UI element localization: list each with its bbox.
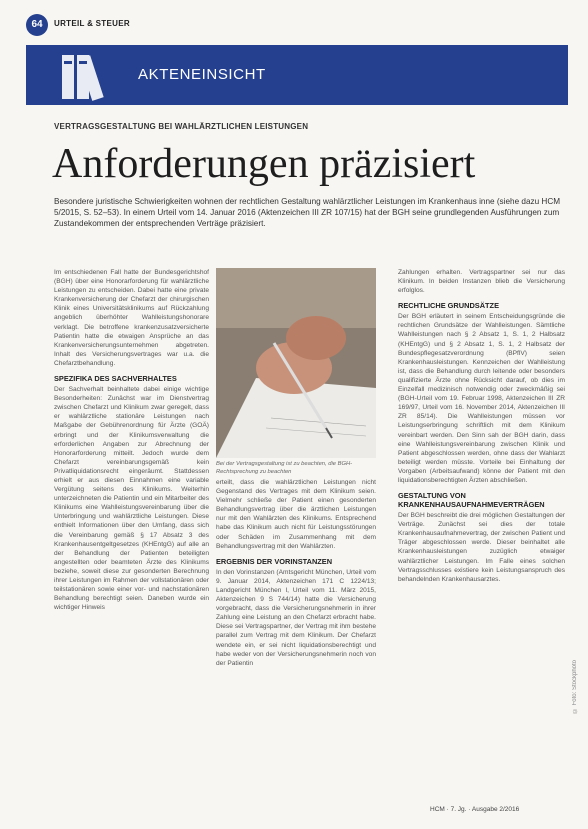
article-column-3: [398, 268, 565, 816]
banner-title: AKTENEINSICHT: [138, 66, 266, 83]
page-number: 64: [26, 14, 48, 36]
paragraph: erteilt, dass die wahlärztlichen Leistungen nicht Gegenstand des Vertrages mit dem Klinikum seien. Vielmehr schließe der Patient einen gesonderten Behandlungsvertrag über die ärztlichen Leistungen nur mit den Wahlärzten des Klinikums. Entsprechend habe das Klinikum auch nicht für Leistungsstörungen oder Schäden im Zusammenhang mit dem Behandlungsvertrag mit den Wahlärzten.: [216, 479, 376, 550]
paragraph: Der BGH erläutert in seinem Entscheidungsgründe die rechtlichen Grundsätze der Wahlleistungen. Sämtliche Wahlleistungen nach § 2 Absatz 1, S. 1, 2 Halbsatz (KHEntgG) und § 2 Absatz 1, S. 1, 2 Halbsatz der Bundespflegesatzverordnung (BPflV) seien Krankenhausleistungen. Kennzeichen der Wahlleistung ist, dass die Behandlung durch leitende oder besonders qualifizierte Ärzte ohne Rücksicht darauf, ob dies im Einzelfall medizinisch notwendig oder zweckmäßig sei (BGH-Urteil vom 19. Februar 1998, Aktenzeichen III ZR 169/97, Urteil vom 16. November 2014, Aktenzeichen III ZR 85/14). Die Wahlleistungen müssen vor Leistungserbringung schriftlich mit dem Klinikum vereinbart werden. Den Sinn sah der BGH darin, dass eine Wahlleistungsvereinbarung zwischen Klinik und Patient abgeschlossen werden, ohne dass der Wahlarzt beteiligt werden müsste. Vorteile bei Einhaltung der Vorgaben (Arbeitsaufwand) könne der Patient mit den liquidationsberechtigten Ärzten abschließen.: [398, 313, 565, 484]
article-column-1: [54, 268, 209, 816]
article-column-2: [216, 478, 376, 816]
article-kicker: VERTRAGSGESTALTUNG BEI WAHLÄRZTLICHEN LEISTUNGEN: [54, 122, 309, 131]
photo-caption: Bei der Vertragsgestaltung ist zu beachten, die BGH-Rechtsprechung zu beachten: [216, 461, 353, 475]
section-banner: [26, 45, 568, 105]
subheading: SPEZIFIKA DES SACHVERHALTES: [54, 374, 177, 384]
paragraph: Der Sachverhalt beinhaltete dabei einige wichtige Besonderheiten: Zunächst war im Dienstvertrag zwischen Chefarzt und Klinikum zwar geregelt, dass er wahlärztliche stationäre Leistungen nach Maßgabe der Gebührenordnung für Ärzte (GOÄ) erbringt und der Klinikumsverwaltung die erforderlichen Angaben zur Abrechnung der Honorarforderung mitteilt. Jedoch wurde dem Chefarzt vereinbarungsgemäß kein Privatliquidationsrecht eingeräumt. Stattdessen erhielt er aus diesen Einnahmen eine variable Vergütung seitens des Klinikums. Weiterhin unterzeichneten die Patientin und ein Mitarbeiter des Klinikums eine Wahlleistungsvereinbarung über die Unterbringung und wahlärztliche Leistungen. Diese enthielt Informationen über den Umfang, dass sich die Vereinbarung gemäß § 17 Absatz 3 des Krankenhausentgeltgesetzes (KHEntgG) auf alle an der Behandlung der Patienten beteiligten angestellten oder beamteten Ärzte des Klinikums beziehe, soweit diese zur gesonderten Berechnung ihrer Leistungen im Rahmen der vollstationären oder teilstationären sowie einer vor- und nachstationären Behandlung berechtigt seien. Daneben wurde ein wichtiger Hinweis: [54, 386, 209, 612]
article-headline: Anforderungen präzisiert: [52, 141, 476, 187]
subheading: ERGEBNIS DER VORINSTANZEN: [216, 556, 333, 566]
paragraph: Der BGH beschreibt die drei möglichen Gestaltungen der Verträge. Zunächst sei dies der totale Krankenhausaufnahmevertrag, der zwischen Patient und Träger abgeschlossen werde. Dieser beinhaltet alle Krankenhausleistungen zuzüglich etwaiger wahlärztlicher Leistungen. Im Falle eines solchen Vertragsschlusses existiere kein Leistungsanspruch des behandelnden Krankenhausarztes.: [398, 512, 565, 583]
paragraph: In den Vorinstanzen (Amtsgericht München, Urteil vom 9. Januar 2014, Aktenzeichen 171 C 1224/13; Landgericht München I, Urteil vom 11. März 2015, Aktenzeichen 9 S 744/14) hatte die Versicherung vorgebracht, dass die Versicherungsnehmerin in ihrer Zahlung eine Leistung an den Chefarzt erbracht habe. Diese sei Vertragspartner, der Vertrag mit ihm bestehe parallel zum Vertrag mit dem Klinikum. Der Chefarzt wendete ein, er sei nicht liquidationsberechtigt und habe weder von der Versicherungsnehmerin noch von der Patientin: [216, 568, 376, 667]
subheading: GESTALTUNG VON KRANKENHAUSAUFNAHMEVERTRÄGEN: [398, 491, 545, 510]
paragraph: Zahlungen erhalten. Vertragspartner sei nur das Klinikum. In beiden Instanzen blieb die Versicherung erfolglos.: [398, 269, 565, 295]
article-photo: [216, 268, 376, 458]
paragraph: Im entschiedenen Fall hatte der Bundesgerichtshof (BGH) über eine Honorarforderung für wahlärztliche Leistungen zu entscheiden. Dabei hatte eine private Krankenversicherung der Chefarzt der chirurgischen Klinik eines Universitätsklinikums auf Rückzahlung angeblich überhöhter Wahlleistungshonorare verklagt. Die betroffene krankenzusatzversicherte Patientin hatte die etwaigen Ansprüche an das Krankenversicherungsunternehmen abgetreten. Inhalt des Versicherungsvertrages war u.a. die Chefarztbehandlung.: [54, 269, 209, 367]
subheading: RECHTLICHE GRUNDSÄTZE: [398, 301, 500, 311]
article-lead: Besondere juristische Schwierigkeiten wohnen der rechtlichen Gestaltung wahlärztlicher Leistungen im Krankenhaus inne (siehe dazu HCM 5/2015, S. 52–53). In einem Urteil vom 14. Januar 2016 (Aktenzeichen III ZR 107/15) hat der BGH seine grundlegenden Ausführungen zum Zustandekommen der entsprechenden Verträge präzisiert.: [54, 197, 561, 228]
photo-credit: © Foto: Stockphoto: [572, 660, 578, 714]
page-footer: HCM · 7. Jg. · Ausgabe 2/2016: [430, 806, 520, 813]
section-label: URTEIL & STEUER: [54, 19, 130, 28]
folders-icon: [50, 51, 130, 101]
